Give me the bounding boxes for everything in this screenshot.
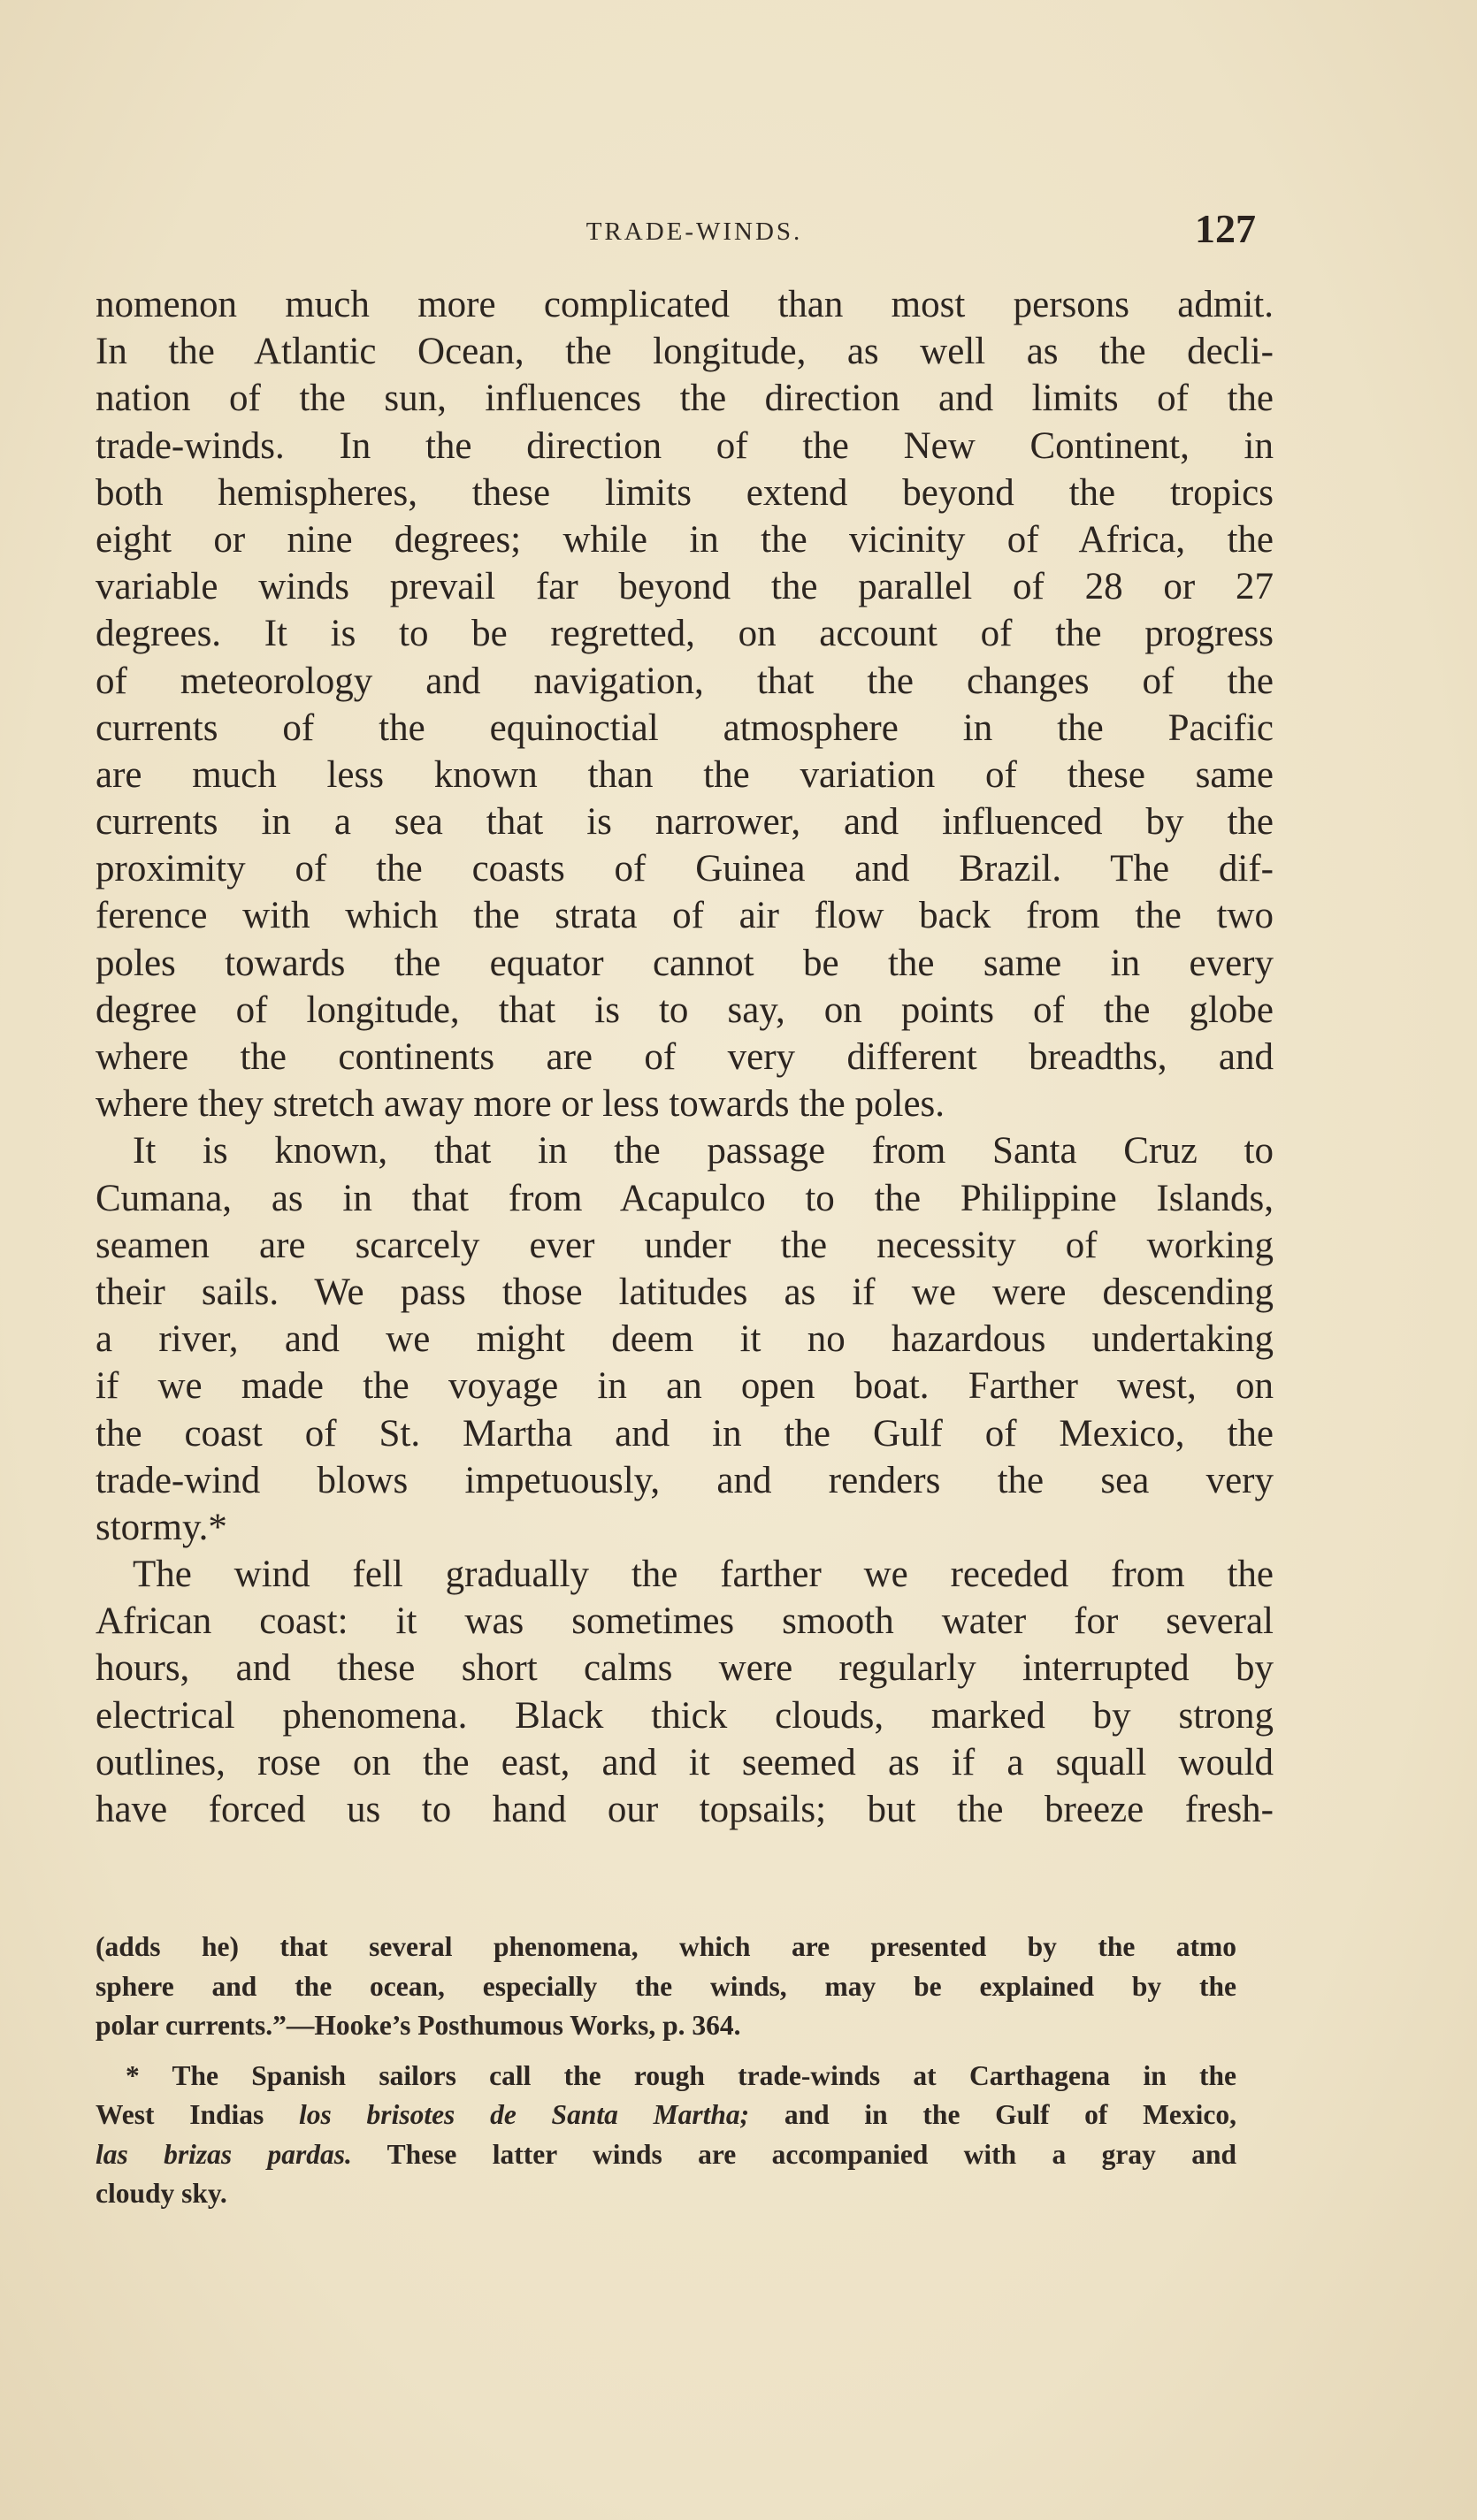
text-line: ference with which the strata of air flow back from the two [96,895,1274,937]
text-line: degree of longitude, that is to say, on points of the globe [96,989,1274,1031]
text-line: African coast: it was sometimes smooth water for several [96,1600,1274,1643]
text-line: trade-wind blows impetuously, and renders the sea very [96,1459,1274,1501]
footnote-text: West Indias [96,2099,300,2130]
text-line: outlines, rose on the east, and it seemed as if a squall would [96,1741,1274,1783]
footnote-line: cloudy sky. [96,2178,227,2209]
text-line: have forced us to hand our topsails; but the breeze fresh- [96,1789,1274,1830]
footnote-text: These latter winds are accompanied with a gray and [351,2138,1236,2170]
text-line: degrees. It is to be regretted, on account of the progress [96,613,1274,655]
text-line: where they stretch away more or less towards the poles. [96,1083,945,1126]
text-line: Cumana, as in that from Acapulco to the Philippine Islands, [96,1177,1274,1219]
text-line: of meteorology and navigation, that the changes of the [96,660,1274,702]
footnote-line: sphere and the ocean, especially the winds, may be explained by the [96,1970,1236,2002]
text-line: are much less known than the variation of these same [96,753,1274,796]
text-line: proximity of the coasts of Guinea and Brazil. The dif- [96,848,1274,890]
text-line: the coast of St. Martha and in the Gulf of Mexico, the [96,1412,1274,1455]
footnote-star-line: * The Spanish sailors call the rough trade-winds at Carthagena in the [126,2059,1236,2091]
text-line: poles towards the equator cannot be the same in every [96,942,1274,984]
text-line: hours, and these short calms were regularly interrupted by [96,1647,1274,1690]
text-line: nation of the sun, influences the direction and limits of the [96,378,1274,420]
footnote-italic: los brisotes de Santa Martha; [299,2099,750,2130]
text-line: a river, and we might deem it no hazardous undertaking [96,1318,1274,1361]
footnote-line: polar currents.”—Hooke’s Posthumous Works, p. 364. [96,2010,741,2041]
text-line: eight or nine degrees; while in the vicinity of Africa, the [96,518,1274,561]
text-line: stormy.* [96,1506,227,1548]
text-line: electrical phenomena. Black thick clouds, marked by strong [96,1694,1274,1737]
footnote-line [96,2135,1236,2175]
page-number: 127 [1195,206,1256,251]
text-line: currents in a sea that is narrower, and influenced by the [96,801,1274,844]
text-line: both hemispheres, these limits extend beyond the tropics [96,471,1274,514]
text-line: seamen are scarcely ever under the necessity of working [96,1224,1274,1266]
text-line: nomenon much more complicated than most persons admit. [96,284,1274,325]
text-line: currents of the equinoctial atmosphere in the Pacific [96,706,1274,749]
running-title: TRADE-WINDS. [585,218,803,246]
footnote-italic: las brizas pardas. [96,2138,352,2170]
text-line: their sails. We pass those latitudes as if we were descending [96,1271,1274,1313]
footnote-line: (adds he) that several phenomena, which are presented by the atmo [96,1931,1236,1962]
footnote-text: and in the Gulf of Mexico, [749,2099,1236,2130]
text-line: It is known, that in the passage from Santa Cruz to [133,1130,1274,1172]
text-line: where the continents are of very different breadths, and [96,1036,1274,1078]
text-line: if we made the voyage in an open boat. Farther west, on [96,1365,1274,1408]
text-line: The wind fell gradually the farther we receded from the [133,1554,1274,1596]
body-text [96,281,1274,1833]
text-line: In the Atlantic Ocean, the longitude, as well as the decli- [96,331,1274,373]
text-line: variable winds prevail far beyond the parallel of 28 or 27 [96,566,1274,608]
text-line: trade-winds. In the direction of the New Continent, in [96,424,1274,467]
footnotes [96,1928,1236,2214]
footnote-line [96,2096,1236,2135]
running-head [133,205,1256,258]
